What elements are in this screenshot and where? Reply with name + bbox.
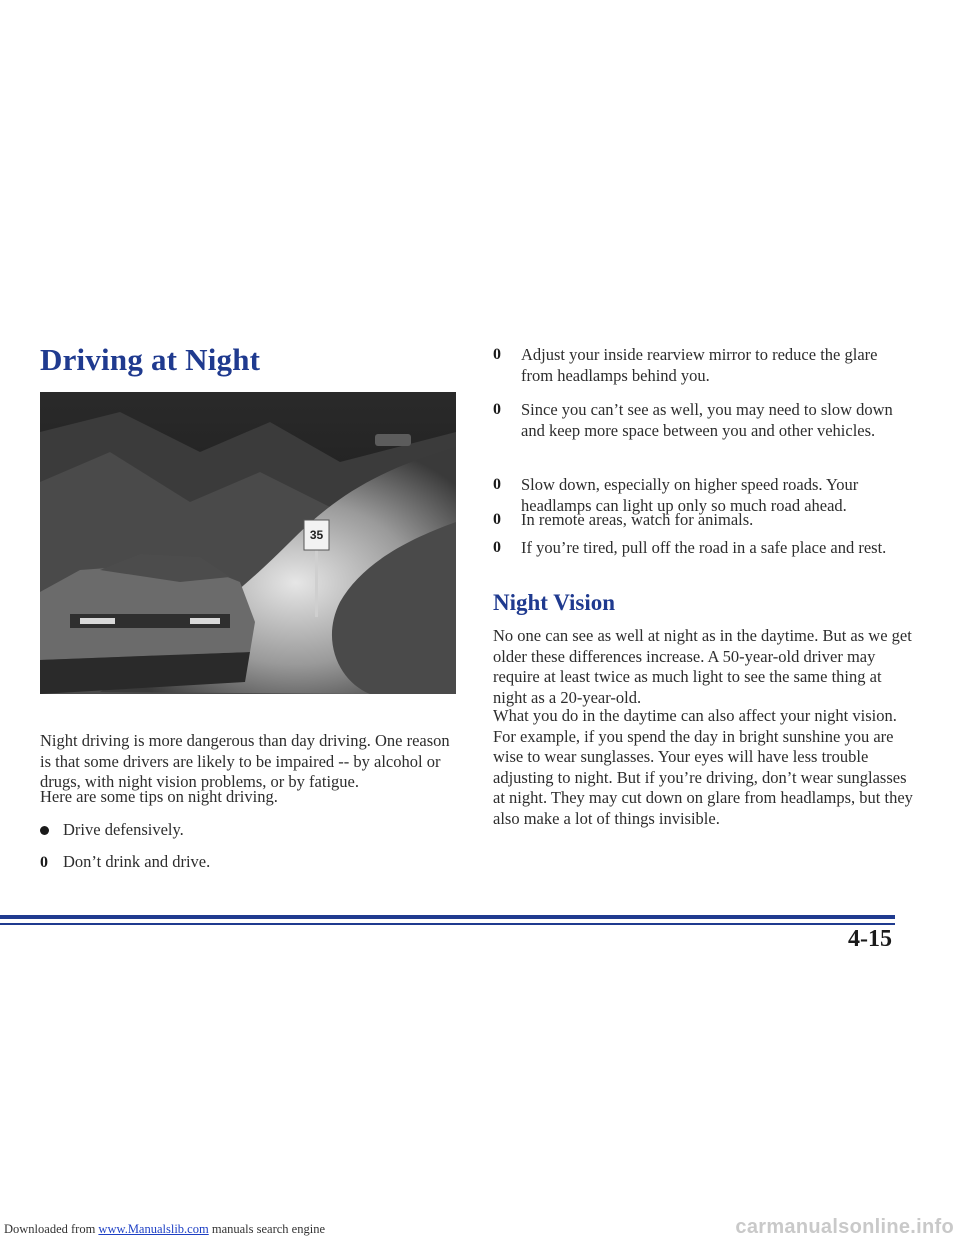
- list-item: [493, 538, 913, 559]
- bullet-marker: 0: [493, 511, 501, 528]
- bullet-marker: 0: [493, 539, 501, 556]
- intro-paragraph: Night driving is more dangerous than day driving. One reason is that some drivers are likely to be impaired -- by alcohol or drugs, with night vision problems, or by fatigue.: [40, 731, 450, 791]
- bullet-marker: 0: [40, 854, 48, 871]
- night-vision-heading: Night Vision: [493, 590, 616, 615]
- tips-intro: Here are some tips on night driving.: [40, 787, 278, 806]
- bullet-dot-icon: [40, 826, 49, 835]
- rule-thick: [0, 915, 895, 919]
- bullet-text: In remote areas, watch for animals.: [521, 510, 754, 529]
- bullet-text: If you’re tired, pull off the road in a safe place and rest.: [521, 538, 887, 557]
- list-item: [40, 820, 460, 841]
- bullet-text: Slow down, especially on higher speed roads. Your headlamps can light up only so much road ahead.: [521, 475, 859, 515]
- bullet-marker: 0: [493, 476, 501, 493]
- page-number: 4-15: [848, 926, 892, 952]
- night-road-illustration: [40, 392, 456, 694]
- night-driving-photo: [40, 392, 456, 694]
- night-vision-paragraph-2: What you do in the daytime can also affect your night vision. For example, if you spend the day in bright sunshine you are wise to wear sunglasses. Your eyes will have less trouble adjusting to night. But if you’re driving, don’t wear sunglasses at night. They may cut down on glare from headlamps, but they also make a lot of things invisible.: [493, 706, 913, 828]
- watermark-text: carmanualsonline.info: [735, 1216, 954, 1238]
- bullet-marker: 0: [493, 346, 501, 363]
- rule-thin: [0, 923, 895, 925]
- bullet-text: Don’t drink and drive.: [63, 852, 211, 871]
- bullet-text: Since you can’t see as well, you may need to slow down and keep more space between you and other vehicles.: [521, 400, 893, 440]
- list-item: [493, 510, 913, 531]
- speed-sign-text: 35: [309, 528, 324, 542]
- section-title: Driving at Night: [40, 342, 261, 377]
- list-item: [493, 345, 913, 386]
- list-item: [493, 400, 913, 441]
- bullet-marker: 0: [493, 401, 501, 418]
- footer-suffix: manuals search engine: [208, 1222, 325, 1236]
- night-vision-paragraph-1: No one can see as well at night as in the daytime. But as we get older these differences increase. A 50-year-old driver may require at least twice as much light to see the same thing at night as a 20-year-old.: [493, 626, 912, 707]
- footer-prefix: Downloaded from: [4, 1222, 99, 1236]
- download-footer: [4, 1222, 325, 1237]
- bullet-text: Adjust your inside rearview mirror to reduce the glare from headlamps behind you.: [521, 345, 878, 385]
- bullet-text: Drive defensively.: [63, 820, 184, 839]
- list-item: [40, 852, 460, 874]
- page-rule: [0, 915, 895, 929]
- manualslib-link[interactable]: www.Manualslib.com: [98, 1222, 209, 1236]
